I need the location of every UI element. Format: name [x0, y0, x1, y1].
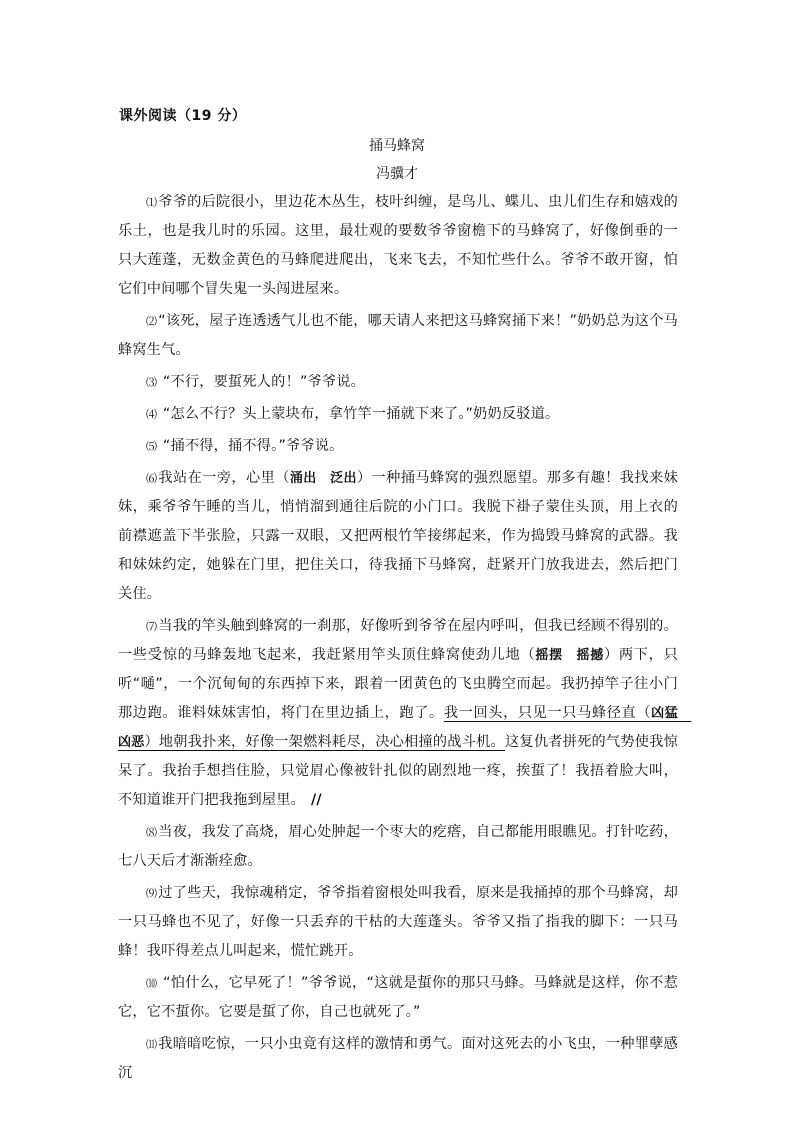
paragraph-number: ⑶ [146, 376, 158, 389]
paragraph-6 [118, 464, 678, 609]
paragraph-text: ）两下，只听“嗵”，一个沉甸甸的东西掉下来，跟着一团黄色的飞虫腾空而起。我扔掉竿子往小门那边跑。谁料妹妹害怕，将门在里边插上，跑了。 [118, 647, 678, 721]
paragraph-8 [118, 818, 678, 876]
word-choice-options: 摇摆 摇撼 [535, 648, 604, 663]
paragraph-3 [118, 368, 678, 397]
paragraph-text: ）一种捅马蜂窝的强烈愿望。那多有趣！我找来妹妹，乘爷爷午睡的当儿，悄悄溜到通往后院的小门口。我脱下褂子蒙住头顶，用上衣的前襟遮盖下半张脸，只露一双眼，又把两根竹竿接绑起来，作为捣毁马蜂窝的武器。我和妹妹约定，她躲在门里，把住关口，待我捅下马蜂窝，赶紧开门放我进去，然后把门关住。 [118, 470, 678, 602]
underlined-text: 我一回头，只见一只马蜂径直（ [443, 705, 652, 721]
paragraph-5 [118, 432, 678, 461]
paragraph-text: 我站在一旁，心里（ [158, 470, 290, 486]
article-title: 捅马蜂窝 [369, 138, 425, 154]
paragraph-text: “怎么不行？头上蒙块布，拿竹竿一捅就下来了。”奶奶反驳道。 [158, 406, 560, 422]
underlined-text: ）地朝我扑来，好像一架燃料耗尽，决心相撞的战斗机。 [144, 734, 505, 750]
paragraph-number: ⑹ [146, 472, 158, 485]
paragraph-1 [118, 188, 678, 304]
paragraph-text: 过了些天，我惊魂稍定，爷爷指着窗根处叫我看，原来是我捅掉的那个马蜂窝，却一只马蜂也不见了，好像一只丢弃的干枯的大莲蓬头。爷爷又指了指我的脚下：一只马蜂！我吓得差点儿叫起来，慌忙跳开。 [118, 885, 679, 959]
paragraph-number: ⑼ [146, 887, 158, 900]
word-choice-options: 凶猛 凶恶 [118, 706, 692, 750]
paragraph-number: ⑽ [146, 977, 158, 990]
paragraph-number: ⑻ [146, 826, 158, 839]
paragraph-10 [118, 969, 678, 1027]
paragraph-text: “该死，屋子连透透气儿也不能，哪天请人来把这马蜂窝捅下来！”奶奶总为这个马蜂窝生气。 [118, 313, 678, 358]
article-body [118, 188, 692, 1091]
section-heading: 课外阅读（19 分） [119, 108, 247, 124]
paragraph-9 [118, 879, 678, 966]
paragraph-number: ⑴ [146, 196, 158, 209]
paragraph-text: 当夜，我发了高烧，眉心处肿起一个枣大的疙瘩，自己都能用眼瞧见。打针吃药，七八天后才渐渐痊愈。 [118, 824, 679, 869]
article-author: 冯骥才 [376, 166, 418, 182]
section-marker: // [311, 792, 322, 808]
paragraph-2 [118, 307, 678, 365]
paragraph-7 [118, 612, 692, 815]
word-choice-options: 涌出 泛出 [289, 471, 357, 486]
paragraph-11 [118, 1030, 678, 1088]
paragraph-text: “怕什么，它早死了！”爷爷说，“这就是蜇你的那只马蜂。马蜂就是这样，你不惹它，它不蜇你。它要是蜇了你，自己也就死了。” [118, 975, 678, 1020]
paragraph-number: ⑺ [146, 620, 158, 633]
paragraph-text: 当我的竿头触到蜂窝的一刹那，好像听到爷爷在屋内呼叫，但我已经顾不得别的。一些受惊的马蜂轰地飞起来，我赶紧用竿头顶住蜂窝使劲儿地（ [118, 618, 679, 663]
paragraph-text: “不行，要蜇死人的！”爷爷说。 [158, 374, 366, 390]
paragraph-text: “捅不得，捅不得。”爷爷说。 [158, 438, 344, 454]
paragraph-number: ⑾ [146, 1038, 158, 1051]
paragraph-text: 我暗暗吃惊，一只小虫竟有这样的激情和勇气。面对这死去的小飞虫，一种罪孽感沉 [118, 1036, 679, 1081]
paragraph-text: 爷爷的后院很小，里边花木丛生，枝叶纠缠，是鸟儿、蝶儿、虫儿们生存和嬉戏的乐土，也是我儿时的乐园。这里，最壮观的要数爷爷窗檐下的马蜂窝了，好像倒垂的一只大莲蓬，无数金黄色的马蜂爬进爬出，飞来飞去，不知忙些什么。爷爷不敢开窗，怕它们中间哪个冒失鬼一头闯进屋来。 [118, 194, 679, 297]
paragraph-number: ⑷ [146, 408, 158, 421]
paragraph-text: 这复仇者拼死的气势使我惊呆了。我抬手想挡住脸，只觉眉心像被针扎似的剧烈地一疼，挨蜇了！我捂着脸大叫，不知道谁开门把我拖到屋里。 [118, 734, 678, 808]
paragraph-number: ⑸ [146, 440, 158, 453]
paragraph-4 [118, 400, 678, 429]
paragraph-number: ⑵ [146, 315, 158, 328]
